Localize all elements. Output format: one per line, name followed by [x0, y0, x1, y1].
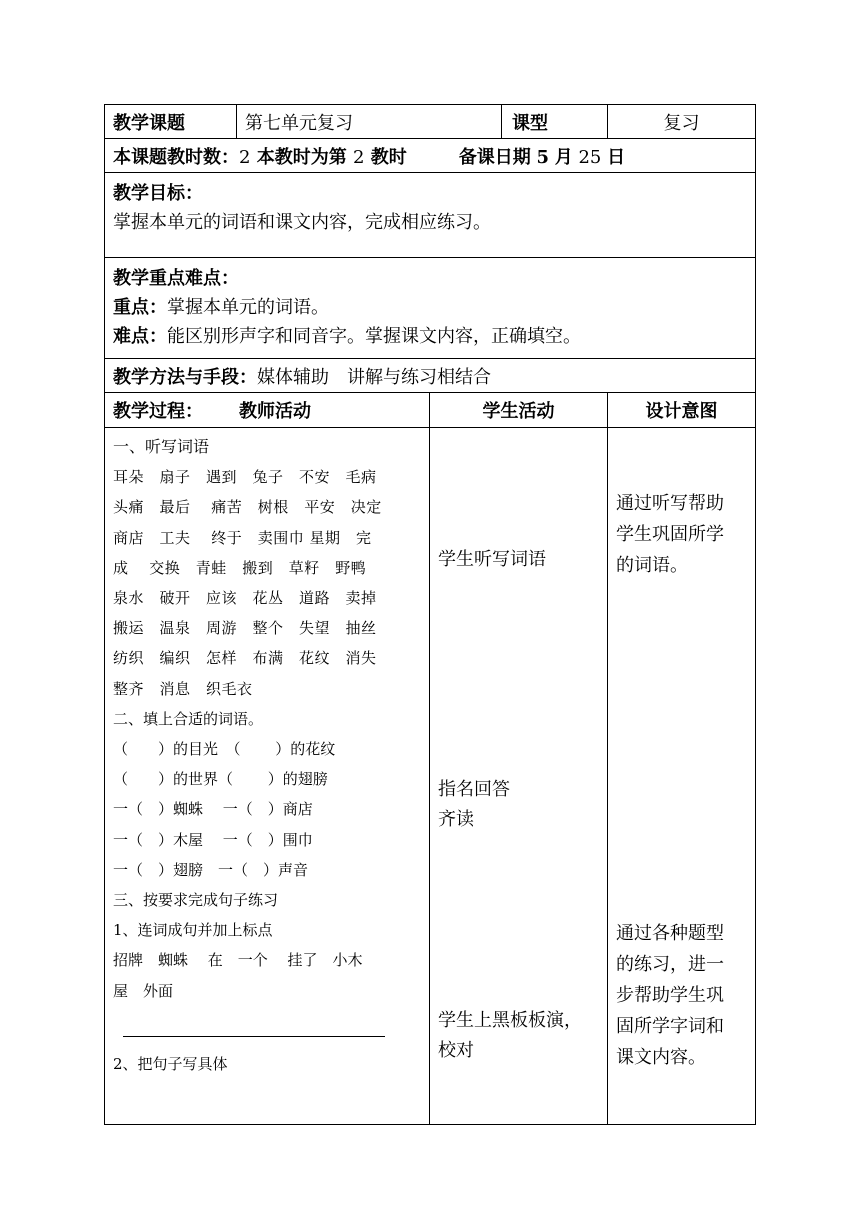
fill-line: （ ）的世界（ ）的翅膀: [113, 770, 328, 789]
process-header-row: [105, 393, 756, 428]
topic-row: [105, 105, 756, 139]
word-line: 头痛 最后 痛苦 树根 平安 决定: [113, 498, 382, 517]
section-dictation-title: 一、听写词语: [113, 437, 210, 456]
topic-label: 教学课题: [105, 105, 237, 139]
process-header-teacher: [105, 393, 430, 428]
answer-blank-line: [123, 1036, 385, 1037]
word-line: 纺织 编织 怎样 布满 花纹 消失: [113, 649, 377, 668]
current-count: 2: [353, 146, 365, 168]
design-intent-2b: 的练习，进一: [616, 954, 724, 975]
design-intent-1a: 通过听写帮助: [616, 493, 724, 514]
fill-line: （ ）的目光 （ ）的花纹: [113, 740, 336, 759]
fill-line: 一（ ）蜘蛛 一（ ）商店: [113, 800, 313, 819]
design-intent-2c: 步帮助学生巩: [616, 985, 724, 1006]
fill-line: 一（ ）木屋 一（ ）围巾: [113, 830, 313, 849]
hours-cell: [105, 139, 756, 173]
method-row: [105, 359, 756, 393]
word-line: 整齐 消息 织毛衣: [113, 679, 253, 698]
hours-row: [105, 139, 756, 173]
design-intent-1b: 学生巩固所学: [616, 524, 724, 545]
word-line: 耳朵 扇子 遇到 兔子 不安 毛病: [113, 468, 377, 487]
teacher-activity-label: 教师活动: [239, 401, 311, 422]
design-intent-2a: 通过各种题型: [616, 923, 724, 944]
design-intent-label: 设计意图: [608, 393, 756, 428]
process-label: 教学过程：: [113, 401, 203, 422]
difficulty-line: [113, 322, 747, 351]
focus-line: [113, 293, 747, 322]
sub-task-2: 2、把句子写具体: [113, 1054, 228, 1073]
sentence-words-line: 招牌 蜘蛛 在 一个 挂了 小木: [113, 951, 363, 970]
type-label: 课型: [502, 105, 608, 139]
design-intent-1c: 的词语。: [616, 555, 688, 576]
date-label: 备课日期: [458, 146, 531, 168]
sentence-words-line: 屋 外面: [113, 981, 174, 1000]
word-line: 搬运 温泉 周游 整个 失望 抽丝: [113, 619, 377, 638]
goal-row: [105, 173, 756, 258]
date-month-unit: 月: [554, 146, 573, 168]
hours-count: 2: [239, 146, 251, 168]
student-activity-2b: 齐读: [438, 809, 474, 830]
topic-value: 第七单元复习: [237, 105, 502, 139]
fill-line: 一（ ）翅膀 一（ ）声音: [113, 860, 309, 879]
word-line: 泉水 破开 应该 花丛 道路 卖掉: [113, 589, 377, 608]
key-row: [105, 258, 756, 359]
difficulty-label: 难点：: [113, 326, 167, 347]
section-fill-title: 二、填上合适的词语。: [113, 709, 264, 728]
key-label: 教学重点难点：: [113, 268, 239, 289]
process-body-row: [105, 428, 756, 1125]
word-line: 成 交换 青蛙 搬到 草籽 野鸭: [113, 558, 367, 577]
date-month: 5: [536, 146, 549, 168]
method-cell: [105, 359, 756, 393]
design-intent-2d: 固所学字词和: [616, 1016, 724, 1037]
sub-task-1: 1、连词成句并加上标点: [113, 921, 273, 940]
date-day: 25: [578, 146, 602, 168]
current-unit: 教时: [364, 146, 407, 168]
student-activity-3b: 校对: [438, 1040, 474, 1061]
student-activity-cell: [430, 428, 608, 1125]
goal-text: 掌握本单元的词语和课文内容，完成相应练习。: [113, 212, 491, 233]
lesson-plan-table: [104, 104, 756, 1125]
method-label: 教学方法与手段：: [113, 366, 257, 388]
student-activity-2a: 指名回答: [438, 779, 510, 800]
hours-label: 本课题教时数：: [113, 146, 239, 168]
type-value: 复习: [608, 105, 756, 139]
section-sentence-title: 三、按要求完成句子练习: [113, 891, 279, 910]
current-label: 本教时为第: [250, 146, 353, 168]
design-intent-cell: [608, 428, 756, 1125]
student-activity-label: 学生活动: [430, 393, 608, 428]
focus-text: 掌握本单元的词语。: [167, 297, 329, 318]
student-activity-1: 学生听写词语: [438, 549, 546, 570]
goal-label: 教学目标：: [113, 183, 203, 204]
design-intent-2e: 课文内容。: [616, 1047, 706, 1068]
goal-cell: [105, 173, 756, 258]
word-line: 商店 工夫 终于 卖围巾 星期 完: [113, 528, 372, 547]
difficulty-text: 能区别形声字和同音字。掌握课文内容，正确填空。: [167, 326, 581, 347]
method-text: 媒体辅助 讲解与练习相结合: [257, 366, 491, 388]
student-activity-3a: 学生上黑板板演，: [438, 1010, 582, 1031]
focus-label: 重点：: [113, 297, 167, 318]
teacher-activity-cell: [105, 428, 430, 1125]
key-cell: [105, 258, 756, 359]
date-day-unit: 日: [607, 146, 626, 168]
lesson-plan-page: [104, 104, 755, 1125]
